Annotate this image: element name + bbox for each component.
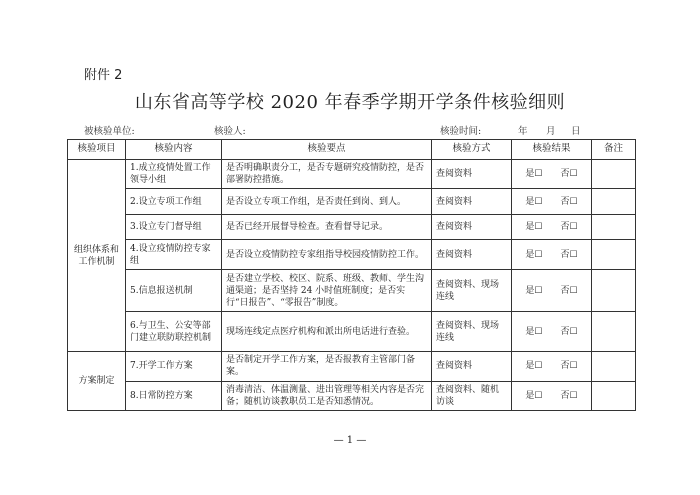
row-points: 是否明确职责分工，是否专题研究疫情防控，是否部署防控措施。: [222, 160, 432, 189]
row-result-checkbox[interactable]: 是☐ 否☐: [512, 160, 592, 189]
row-points: 是否制定开学工作方案，是否报教育主管部门备案。: [222, 352, 432, 381]
row-points: 消毒清洁、体温测量、进出管理等相关内容是否完备；随机访谈教职员工是否知悉情况。: [222, 381, 432, 410]
row-points: 是否建立学校、校区、院系、班级、教师、学生沟通渠道；是否坚持 24 小时值班制度；是否实行“日报告”、“零报告”制度。: [222, 270, 432, 312]
verification-table: [67, 139, 636, 411]
table-row: [68, 160, 636, 189]
table-row: [68, 312, 636, 352]
day-label: 日: [571, 126, 581, 137]
row-method: 查阅资料: [432, 240, 512, 270]
row-result-checkbox[interactable]: 是☐ 否☐: [512, 312, 592, 352]
table-row: [68, 381, 636, 410]
table-row: [68, 240, 636, 270]
table-row: [68, 215, 636, 240]
group-plan: 方案制定: [68, 352, 126, 411]
row-method: 查阅资料、现场连线: [432, 312, 512, 352]
row-note: [592, 160, 636, 189]
table-header-row: [68, 140, 636, 160]
header-note: 备注: [592, 140, 636, 160]
table-row: [68, 189, 636, 215]
row-points: 是否已经开展督导检查。查看督导记录。: [222, 215, 432, 240]
row-result-checkbox[interactable]: 是☐ 否☐: [512, 381, 592, 410]
row-note: [592, 312, 636, 352]
row-content: 5.信息报送机制: [126, 270, 222, 312]
row-note: [592, 381, 636, 410]
row-content: 8.日常防控方案: [126, 381, 222, 410]
row-points: 是否设立专项工作组，是否责任到岗、到人。: [222, 189, 432, 215]
row-note: [592, 352, 636, 381]
row-result-checkbox[interactable]: 是☐ 否☐: [512, 240, 592, 270]
document-title: 山东省高等学校 2020 年春季学期开学条件核验细则: [134, 92, 566, 113]
row-method: 查阅资料、随机访谈: [432, 381, 512, 410]
row-content: 4.设立疫情防控专家组: [126, 240, 222, 270]
row-note: [592, 240, 636, 270]
row-result-checkbox[interactable]: 是☐ 否☐: [512, 270, 592, 312]
header-item: 核验项目: [68, 140, 126, 160]
month-label: 月: [546, 126, 556, 137]
row-note: [592, 189, 636, 215]
row-content: 2.设立专项工作组: [126, 189, 222, 215]
row-content: 6.与卫生、公安等部门建立联防联控机制: [126, 312, 222, 352]
row-method: 查阅资料: [432, 352, 512, 381]
group-organization: 组织体系和工作机制: [68, 160, 126, 352]
attachment-label: 附件 2: [84, 68, 123, 83]
table-row: [68, 352, 636, 381]
row-content: 7.开学工作方案: [126, 352, 222, 381]
row-content: 1.成立疫情处置工作领导小组: [126, 160, 222, 189]
header-points: 核验要点: [222, 140, 432, 160]
unit-label: 被核验单位:: [84, 126, 135, 137]
header-method: 核验方式: [432, 140, 512, 160]
row-method: 查阅资料: [432, 189, 512, 215]
row-points: 现场连线定点医疗机构和派出所电话进行查验。: [222, 312, 432, 352]
row-result-checkbox[interactable]: 是☐ 否☐: [512, 215, 592, 240]
row-method: 查阅资料、现场连线: [432, 270, 512, 312]
header-content: 核验内容: [126, 140, 222, 160]
row-result-checkbox[interactable]: 是☐ 否☐: [512, 352, 592, 381]
page-number: — 1 —: [333, 435, 367, 446]
row-note: [592, 215, 636, 240]
row-note: [592, 270, 636, 312]
header-result: 核验结果: [512, 140, 592, 160]
row-content: 3.设立专门督导组: [126, 215, 222, 240]
row-result-checkbox[interactable]: 是☐ 否☐: [512, 189, 592, 215]
year-label: 年: [518, 126, 528, 137]
checker-label: 核验人:: [214, 126, 246, 137]
row-points: 是否设立疫情防控专家组指导校园疫情防控工作。: [222, 240, 432, 270]
time-label: 核验时间:: [440, 126, 482, 137]
table-row: [68, 270, 636, 312]
row-method: 查阅资料: [432, 160, 512, 189]
row-method: 查阅资料: [432, 215, 512, 240]
